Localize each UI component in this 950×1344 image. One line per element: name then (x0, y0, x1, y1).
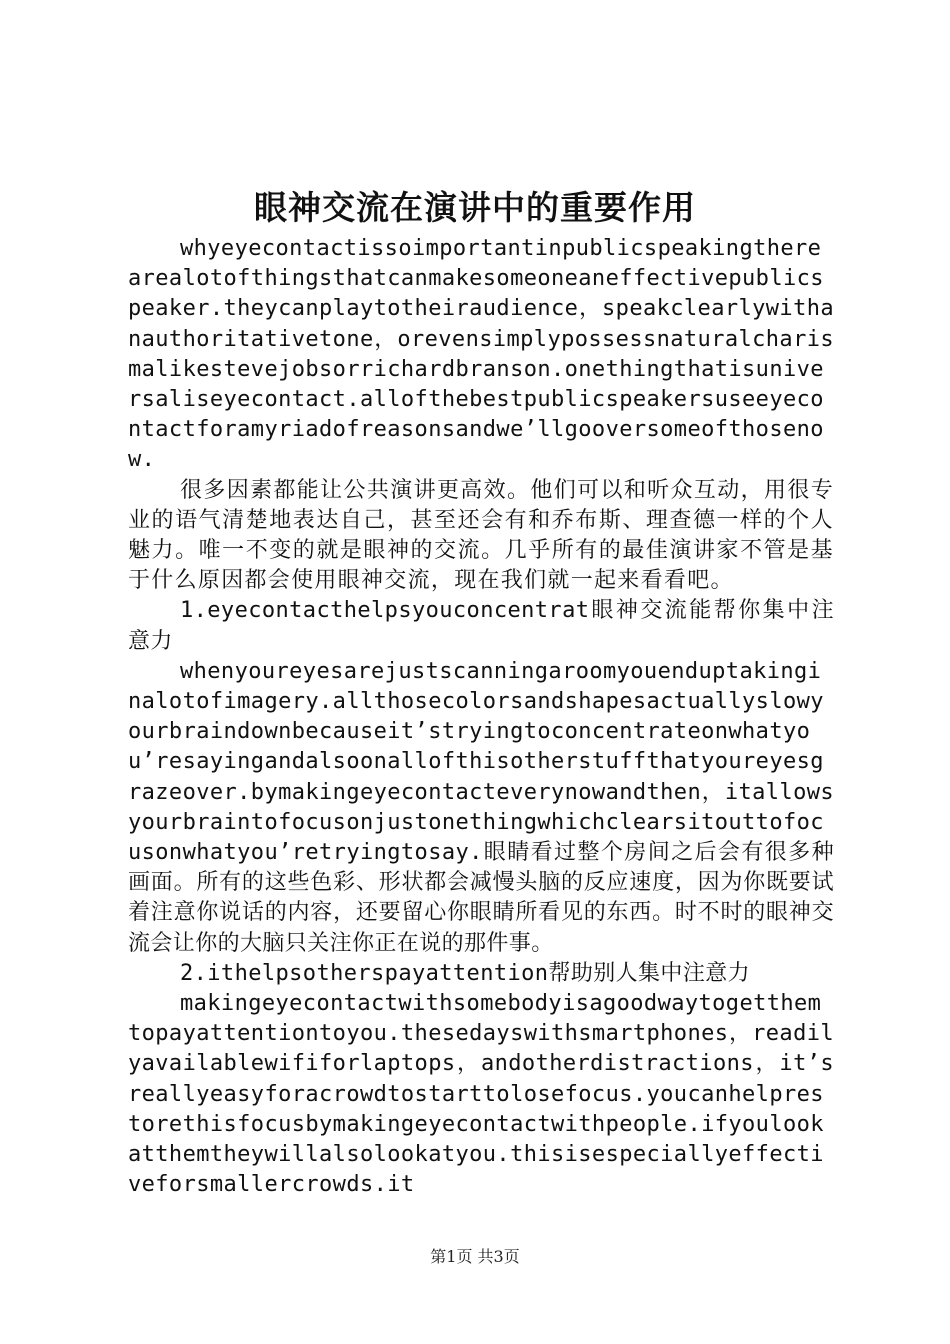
paragraph-chinese-intro: 很多因素都能让公共演讲更高效。他们可以和听众互动，用很专业的语气清楚地表达自己，甚至还会有和乔布斯、理查德一样的个人魅力。唯一不变的就是眼神的交流。几乎所有的最佳演讲家不管是基于什么原因都会使用眼神交流，现在我们就一起来看看吧。 (128, 477, 834, 594)
section-heading-1: 1.eyecontacthelpsyouconcentrat眼神交流能帮你集中注意力 (128, 598, 834, 654)
document-title: 眼神交流在演讲中的重要作用 (254, 188, 696, 227)
paragraph-english-intro: whyeyecontactissoimportantinpublicspeakingtherearealotofthingsthatcanmakesomeoneaneffectivepublicspeaker.theycanplaytotheiraudience，speakclearlywithanauthoritativetone，orevensimplypossessnaturalcharismalikestevejobsorrichardbranson.onethingthatisuniversaliseyecontact.allofthebestpublicspeakersuseeyecontactforamyriadofreasonsandwe’llgooversomeofthosenow. (128, 236, 834, 473)
section-heading-2: 2.ithelpsotherspayattention帮助别人集中注意力 (180, 960, 751, 986)
page-footer: 第1页 共3页 (430, 1247, 520, 1266)
document-body (128, 234, 834, 1201)
paragraph-section-1: whenyoureyesarejustscanningaroomyouenduptakinginalotofimagery.allthosecolorsandshapesactuallyslowyourbraindownbecauseit’stryingtoconcentrateonwhatyou’resayingandalsoonallofthisotherstuffthatyoureyesgrazeover.bymakingeyecontacteverynowandthen，itallowsyourbraintofocusonjustonethingwhichclearsitouttofocusonwhatyou’retryingtosay.眼睛看过整个房间之后会有很多种画面。所有的这些色彩、形状都会减慢头脑的反应速度，因为你既要试着注意你说话的内容，还要留心你眼睛所看见的东西。时不时的眼神交流会让你的大脑只关注你正在说的那件事。 (128, 658, 834, 956)
paragraph-section-2: makingeyecontactwithsomebodyisagoodwaytogetthemtopayattentiontoyou.thesedayswithsmartphones，readilyavailablewififorlaptops，andotherdistractions，it’sreallyeasyforacrowdtostarttolosefocus.youcanhelprestorethisfocusbymakingeyecontactwithpeople.ifyoulookatthemtheywillalsolookatyou.thisisespeciallyeffectiveforsmallercrowds.it (128, 991, 834, 1198)
